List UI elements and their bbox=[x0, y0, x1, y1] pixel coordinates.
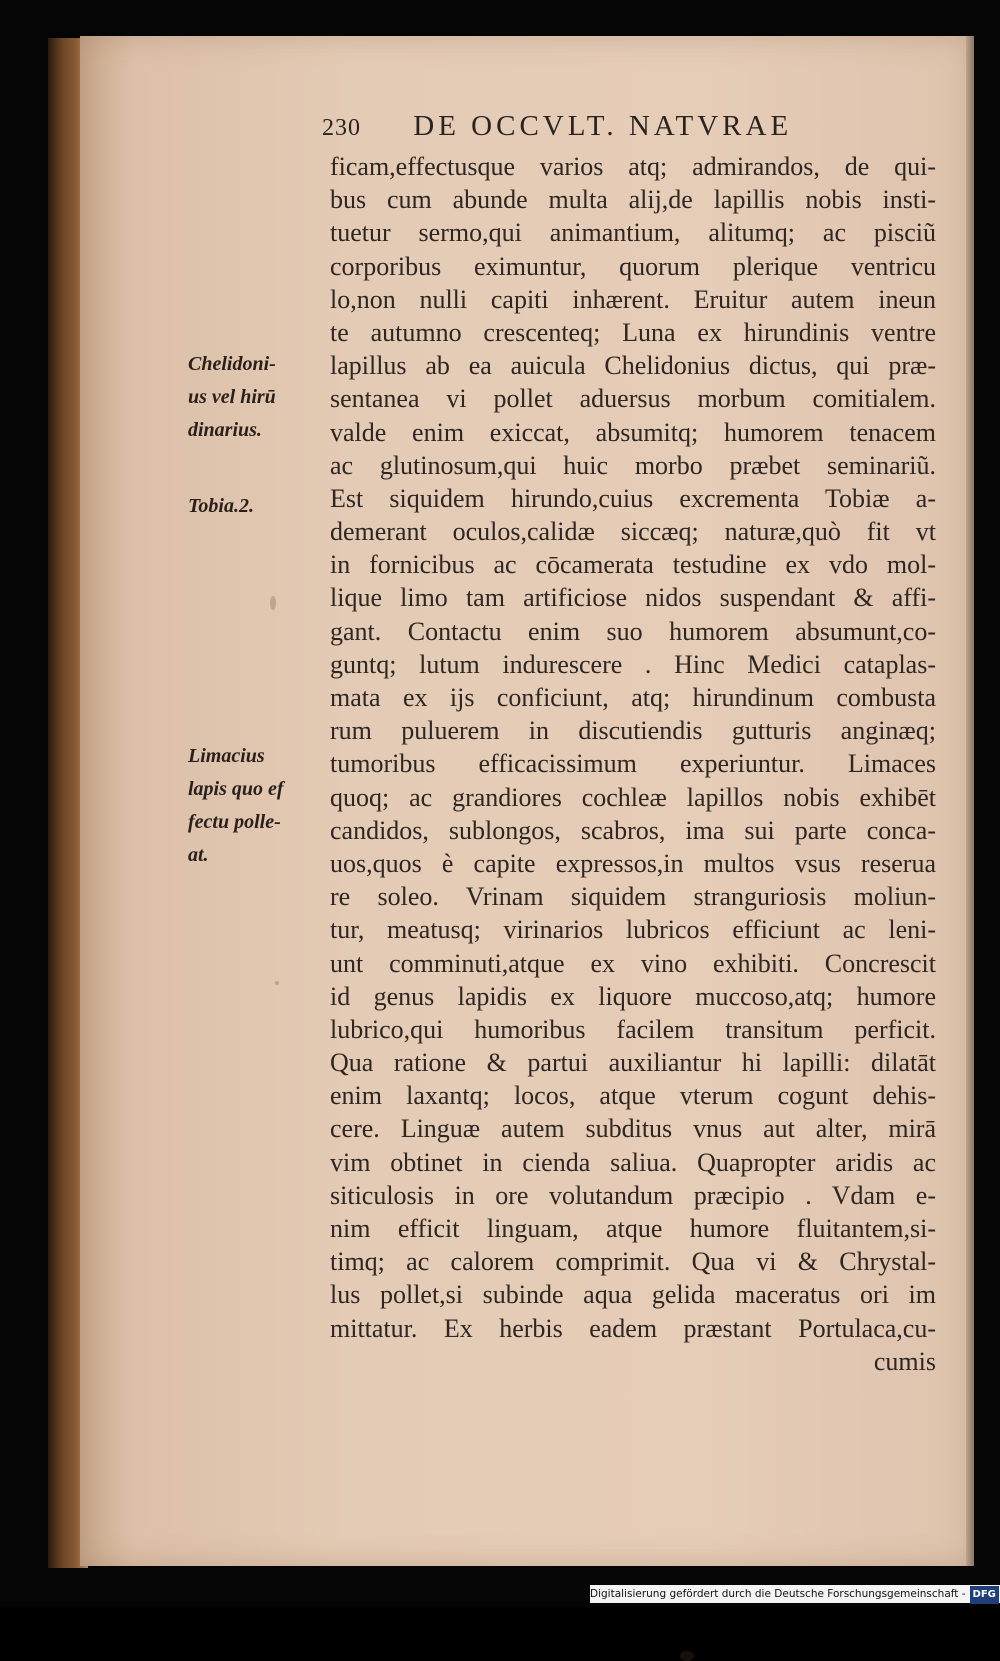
text-line: demerant oculos,calidæ siccæq; naturæ,quò fit vt bbox=[330, 517, 936, 547]
text-line: vim obtinet in cienda saliua. Quapropter aridis ac bbox=[330, 1147, 936, 1177]
text-line: quoq; ac grandiores cochleæ lapillos nobis exhibēt bbox=[330, 782, 936, 812]
text-line: tur, meatusq; virinarios lubricos efficiunt ac leni- bbox=[330, 915, 936, 945]
margin-note-tobia bbox=[188, 490, 323, 523]
margin-note-line: Limacius bbox=[188, 745, 265, 767]
text-line: cere. Linguæ autem subditus vnus aut alter, mirā bbox=[330, 1114, 936, 1144]
margin-note-limacius bbox=[188, 740, 323, 872]
text-line: gant. Contactu enim suo humorem absumunt,co- bbox=[330, 616, 936, 646]
text-line: rum puluerem in discutiendis gutturis anginæq; bbox=[330, 716, 936, 746]
text-line: mata ex ijs conficiunt, atq; hirundinum combusta bbox=[330, 683, 936, 712]
margin-note-line: fectu polle- bbox=[188, 811, 281, 833]
text-line: lo,non nulli capiti inhærent. Eruitur autem ineun bbox=[330, 284, 936, 314]
text-line: lique limo tam artificiose nidos suspendant & affi- bbox=[330, 583, 936, 613]
text-line: cumis bbox=[873, 1346, 936, 1376]
text-line: ficam,effectusque varios atq; admirandos, de qui- bbox=[330, 152, 936, 181]
text-line: te autumno crescenteq; Luna ex hirundinis ventre bbox=[330, 317, 936, 347]
margin-note-line: Tobia.2. bbox=[188, 495, 254, 517]
page-edge bbox=[966, 36, 974, 1566]
body-text bbox=[330, 150, 950, 1378]
text-line: mittatur. Ex herbis eadem præstant Portulaca,cu- bbox=[330, 1313, 936, 1343]
text-line: sentanea vi pollet aduersus morbum comitialem. bbox=[330, 384, 936, 414]
margin-note-line: lapis quo ef bbox=[188, 778, 284, 800]
text-line: timq; ac calorem comprimit. Qua vi & Chrystal- bbox=[330, 1247, 936, 1277]
text-line: id genus lapidis ex liquore muccoso,atq; humore bbox=[330, 981, 936, 1011]
text-line: lapillus ab ea auicula Chelidonius dictus, qui præ- bbox=[330, 351, 936, 381]
text-line: in fornicibus ac cōcamerata testudine ex vdo mol- bbox=[330, 550, 936, 580]
text-line: re soleo. Vrinam siquidem stranguriosis moliun- bbox=[330, 882, 936, 912]
digitization-credit bbox=[590, 1585, 1000, 1603]
margin-note-line: dinarius. bbox=[188, 419, 262, 441]
text-line: tuetur sermo,qui animantium, alitumq; ac pisciũ bbox=[330, 218, 936, 248]
ink-smudge bbox=[680, 1651, 694, 1661]
text-line: lubrico,qui humoribus facilem transitum perficit. bbox=[330, 1014, 936, 1044]
text-line: uos,quos è capite expressos,in multos vsus reserua bbox=[330, 848, 936, 878]
credit-text: Digitalisierung gefördert durch die Deutsche Forschungsgemeinschaft - bbox=[590, 1588, 966, 1600]
text-line: guntq; lutum indurescere . Hinc Medici cataplas- bbox=[330, 649, 936, 679]
margin-note-line: Chelidoni- bbox=[188, 353, 276, 375]
text-line: nim efficit linguam, atque humore fluitantem,si- bbox=[330, 1214, 936, 1243]
running-head bbox=[322, 110, 902, 148]
margin-note-line: us vel hirū bbox=[188, 386, 276, 408]
text-line: unt comminuti,atque ex vino exhibiti. Concrescit bbox=[330, 948, 936, 978]
page-number: 230 bbox=[322, 115, 361, 141]
text-line: bus cum abunde multa alij,de lapillis nobis insti- bbox=[330, 185, 936, 215]
text-line: candidos, sublongos, scabros, ima sui parte conca- bbox=[330, 815, 936, 845]
text-line: Est siquidem hirundo,cuius excrementa Tobiæ a- bbox=[330, 483, 936, 513]
text-line: enim laxantq; locos, atque vterum cogunt dehis- bbox=[330, 1081, 936, 1111]
dfg-logo: DFG bbox=[970, 1586, 999, 1604]
text-line: tumoribus efficacissimum experiuntur. Limaces bbox=[330, 749, 936, 779]
ink-smudge bbox=[275, 981, 279, 985]
text-line: siticulosis in ore volutandum præcipio . Vdam e- bbox=[330, 1180, 936, 1210]
text-line: corporibus eximuntur, quorum plerique ventricu bbox=[330, 251, 936, 281]
margin-note-line: at. bbox=[188, 844, 209, 866]
text-line: ac glutinosum,qui huic morbo præbet seminariũ. bbox=[330, 450, 936, 480]
margin-note-chelidonius bbox=[188, 348, 323, 447]
text-line: valde enim exiccat, absumitq; humorem tenacem bbox=[330, 417, 936, 447]
running-title: DE OCCVLT. NATVRAE bbox=[413, 110, 793, 142]
ink-smudge bbox=[270, 596, 276, 610]
text-line: Qua ratione & partui auxiliantur hi lapilli: dilatāt bbox=[330, 1048, 936, 1078]
text-line: lus pollet,si subinde aqua gelida maceratus ori im bbox=[330, 1280, 936, 1310]
